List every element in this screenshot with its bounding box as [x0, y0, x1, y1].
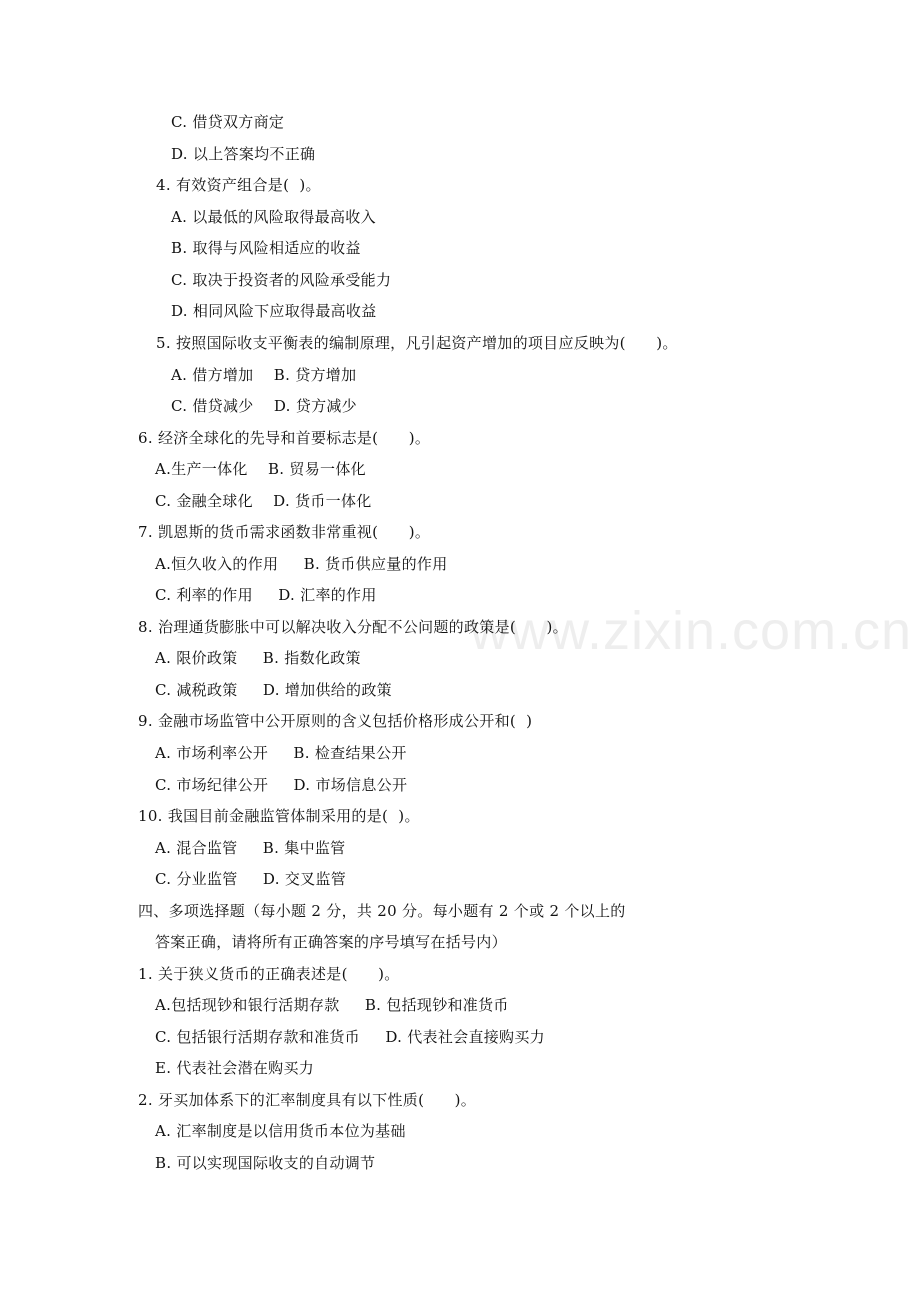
- mc-question-2: 2. 牙买加体系下的汇率制度具有以下性质( )。: [138, 1091, 477, 1109]
- question-9: 9. 金融市场监管中公开原则的含义包括价格形成公开和( ): [138, 712, 533, 730]
- mc-option-1-e: E. 代表社会潜在购买力: [155, 1059, 315, 1077]
- options-10-ab: A. 混合监管 B. 集中监管: [155, 839, 346, 857]
- option-3-c: C. 借贷双方商定: [171, 113, 285, 131]
- question-8: 8. 治理通货膨胀中可以解决收入分配不公问题的政策是( )。: [138, 618, 568, 636]
- watermark: www.zixin.com.cn: [470, 601, 913, 661]
- mc-option-2-a: A. 汇率制度是以信用货币本位为基础: [155, 1122, 406, 1140]
- options-10-cd: C. 分业监管 D. 交叉监管: [155, 870, 347, 888]
- option-4-a: A. 以最低的风险取得最高收入: [171, 208, 376, 226]
- options-6-cd: C. 金融全球化 D. 货币一体化: [155, 492, 372, 510]
- option-4-d: D. 相同风险下应取得最高收益: [171, 302, 377, 320]
- options-9-cd: C. 市场纪律公开 D. 市场信息公开: [155, 776, 408, 794]
- section-4-heading-cont: 答案正确，请将所有正确答案的序号填写在括号内）: [155, 933, 507, 951]
- question-6: 6. 经济全球化的先导和首要标志是( )。: [138, 429, 431, 447]
- options-5-cd: C. 借贷减少 D. 贷方减少: [171, 397, 357, 415]
- option-4-c: C. 取决于投资者的风险承受能力: [171, 271, 392, 289]
- mc-options-1-cd: C. 包括银行活期存款和准货币 D. 代表社会直接购买力: [155, 1028, 545, 1046]
- option-3-d: D. 以上答案均不正确: [171, 145, 316, 163]
- options-7-ab: A.恒久收入的作用 B. 货币供应量的作用: [155, 555, 448, 573]
- question-7: 7. 凯恩斯的货币需求函数非常重视( )。: [138, 523, 431, 541]
- options-5-ab: A. 借方增加 B. 贷方增加: [171, 366, 357, 384]
- question-4: 4. 有效资产组合是( )。: [156, 176, 321, 194]
- options-8-cd: C. 减税政策 D. 增加供给的政策: [155, 681, 392, 699]
- options-9-ab: A. 市场利率公开 B. 检查结果公开: [155, 744, 407, 762]
- options-7-cd: C. 利率的作用 D. 汇率的作用: [155, 586, 377, 604]
- mc-question-1: 1. 关于狭义货币的正确表述是( )。: [138, 965, 400, 983]
- option-4-b: B. 取得与风险相适应的收益: [171, 239, 361, 257]
- question-5: 5. 按照国际收支平衡表的编制原理，凡引起资产增加的项目应反映为( )。: [156, 334, 678, 352]
- section-4-heading: 四、多项选择题（每小题 2 分，共 20 分。每小题有 2 个或 2 个以上的: [138, 902, 626, 920]
- mc-option-2-b: B. 可以实现国际收支的自动调节: [155, 1154, 376, 1172]
- question-10: 10. 我国目前金融监管体制采用的是( )。: [138, 807, 420, 825]
- mc-options-1-ab: A.包括现钞和银行活期存款 B. 包括现钞和准货币: [155, 996, 509, 1014]
- options-8-ab: A. 限价政策 B. 指数化政策: [155, 649, 361, 667]
- options-6-ab: A.生产一体化 B. 贸易一体化: [155, 460, 366, 478]
